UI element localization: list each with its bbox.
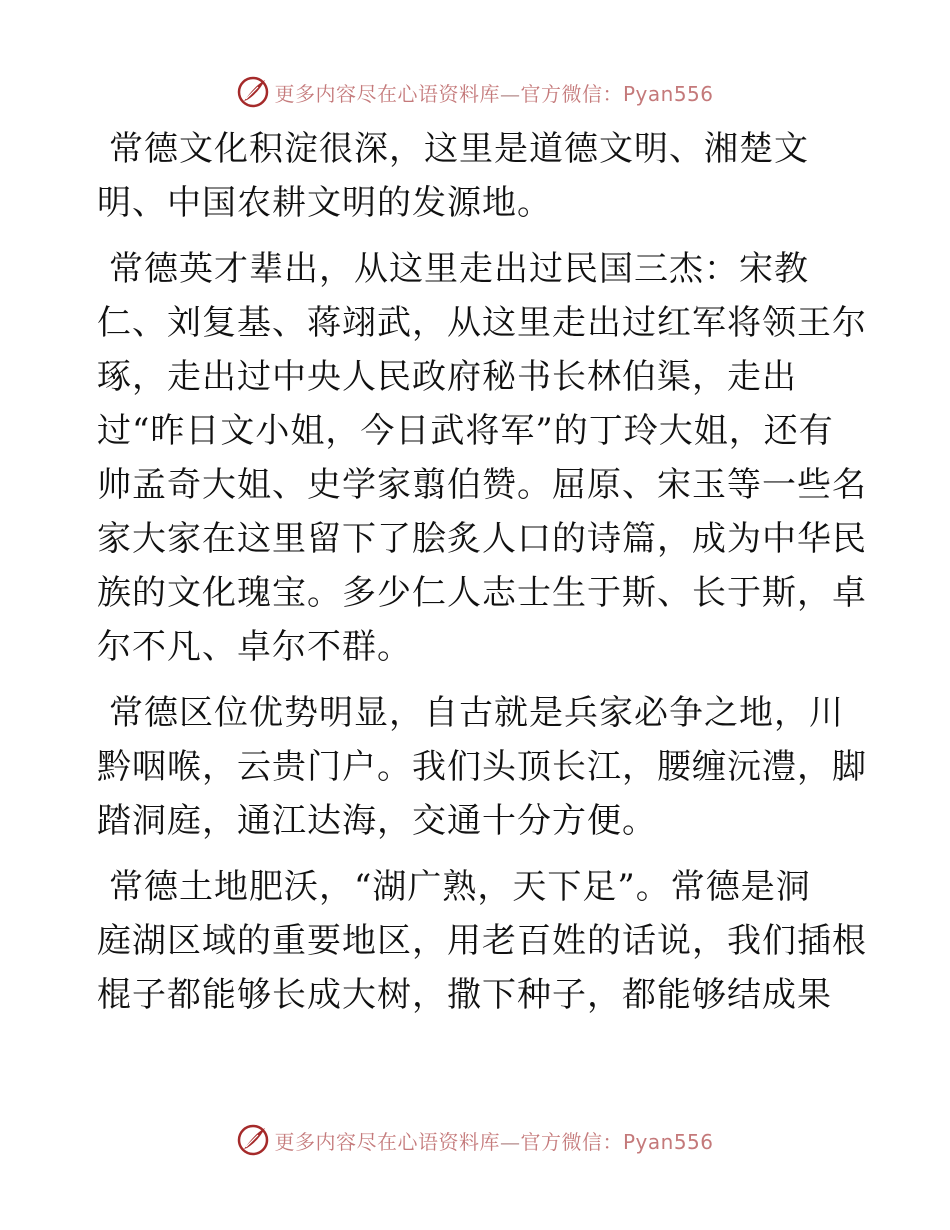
footer-banner-wechat-label: 官方微信： — [520, 1129, 623, 1154]
paragraph-1 — [97, 122, 857, 230]
paragraph-line: 庭湖区域的重要地区，用老百姓的话说，我们插根 — [97, 921, 867, 961]
paragraph-line: 常德文化积淀很深，这里是道德文明、湘楚文 — [109, 129, 809, 169]
paragraph-line: 琢，走出过中央人民政府秘书长林伯渠，走出 — [97, 357, 797, 397]
paragraph-line: 黔咽喉，云贵门户。我们头顶长江，腰缠沅澧，脚 — [97, 747, 867, 787]
header-banner-dash: — — [499, 81, 521, 106]
paragraph-line: 过“昨日文小姐，今日武将军”的丁玲大姐，还有 — [97, 411, 834, 451]
paragraph-line: 家大家在这里留下了脍炙人口的诗篇，成为中华民 — [97, 519, 867, 559]
paragraph-line: 棍子都能够长成大树，撒下种子，都能够结成果 — [97, 975, 832, 1015]
header-banner-title: 更多内容尽在心语资料库 — [274, 81, 500, 106]
paragraph-line: 常德土地肥沃，“湖广熟，天下足”。常德是洞 — [109, 867, 811, 907]
paragraph-4 — [97, 860, 867, 1022]
footer-banner-wechat-id: Pyan556 — [622, 1129, 714, 1154]
footer-banner — [0, 1120, 950, 1160]
paragraph-line: 帅孟奇大姐、史学家翦伯赞。屈原、宋玉等一些名 — [97, 465, 867, 505]
footer-banner-title: 更多内容尽在心语资料库 — [274, 1129, 500, 1154]
paragraph-2 — [97, 242, 867, 674]
paragraph-line: 踏洞庭，通江达海，交通十分方便。 — [97, 801, 657, 841]
footer-banner-dash: — — [499, 1129, 521, 1154]
footer-banner-text — [274, 1126, 713, 1155]
paragraph-line: 明、中国农耕文明的发源地。 — [97, 183, 552, 223]
header-banner-wechat-label: 官方微信： — [520, 81, 623, 106]
paragraph-line: 常德英才辈出，从这里走出过民国三杰：宋教 — [109, 249, 809, 289]
feather-pen-logo-icon — [236, 75, 270, 109]
paragraph-line: 尔不凡、卓尔不群。 — [97, 627, 412, 667]
paragraph-line: 仁、刘复基、蒋翊武，从这里走出过红军将领王尔 — [97, 303, 867, 343]
feather-pen-logo-icon — [236, 1123, 270, 1157]
paragraph-line: 族的文化瑰宝。多少仁人志士生于斯、长于斯，卓 — [97, 573, 867, 613]
paragraph-3 — [97, 686, 867, 848]
paragraph-line: 常德区位优势明显，自古就是兵家必争之地，川 — [109, 693, 844, 733]
header-banner — [0, 72, 950, 112]
header-banner-wechat-id: Pyan556 — [622, 81, 714, 106]
document-body — [97, 122, 867, 1034]
header-banner-text — [274, 78, 713, 107]
